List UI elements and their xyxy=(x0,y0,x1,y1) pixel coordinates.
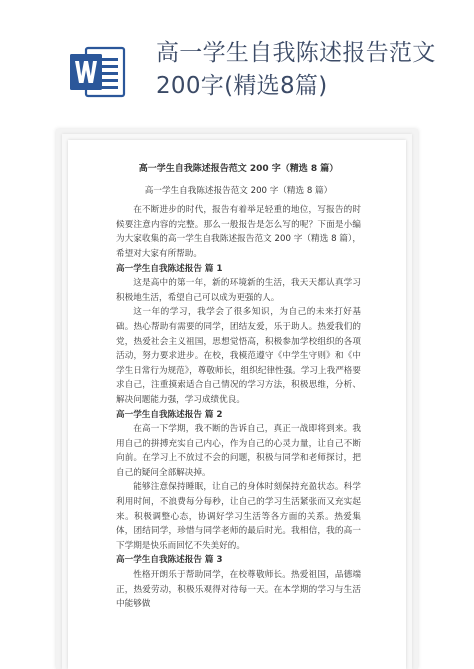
paragraph: 这一年的学习，我学会了很多知识，为自己的未来打好基础。热心帮助有需要的同学，团结友爱，乐于助人。热爱我们的党，热爱社会主义祖国，思想觉悟高，积极参加学校组织的各项活动，努力要求进步。在校，我模范遵守《中学生守则》和《中学生日常行为规范》，尊敬师长，组织纪律性强。学习上我严格要求自己，注重摸索适合自己情况的学习方法，积极思维，分析、解决问题能力强，学习成绩优良。 xyxy=(116,307,361,405)
document-header xyxy=(0,0,474,128)
intro-paragraph: 在不断进步的时代，报告有着举足轻重的地位，写报告的时候要注意内容的完整。那么一般报告是怎么写的呢？下面是小编为大家收集的高一学生自我陈述报告范文 200 字（精选 8 篇），希望对大家有所帮助。 xyxy=(116,205,361,259)
section-heading: 高一学生自我陈述报告 篇 2 xyxy=(116,409,223,420)
paragraph: 在高一下学期，我不断的告诉自己，真正一战即将到来。我用自己的拼搏充实自己内心，作为自己的心灵力量，让自己不断向前。在学习上不放过不会的问题，积极与同学和老师探讨，把自己的疑问全部解决掉。 xyxy=(116,424,361,478)
section-heading: 高一学生自我陈述报告 篇 3 xyxy=(116,555,223,566)
document-title: 高一学生自我陈述报告范文200字(精选8篇) xyxy=(156,40,436,99)
page-content xyxy=(116,162,361,612)
paragraph: 性格开朗乐于帮助同学，在校尊敬师长。热爱祖国，品德端正，热爱劳动，积极乐观得对待每一天。在本学期的学习与生活中能够做 xyxy=(116,570,361,610)
section-heading: 高一学生自我陈述报告 篇 1 xyxy=(116,263,223,274)
paragraph: 这是高中的第一年，新的环境新的生活，我天天都认真学习积极地生活，希望自己可以成为更强的人。 xyxy=(116,278,361,303)
page-subtitle: 高一学生自我陈述报告范文 200 字（精选 8 篇） xyxy=(144,185,333,196)
word-document-icon xyxy=(66,40,130,104)
page-title: 高一学生自我陈述报告范文 200 字（精选 8 篇） xyxy=(138,164,339,174)
document-page-preview xyxy=(68,140,406,669)
paragraph: 能够注意保持睡眠，让自己的身体时刻保持充盈状态。科学利用时间，不浪费每分每秒，让自己的学习生活紧张而又充实起来。积极调整心态，协调好学习生活等各方面的关系。热爱集体，团结同学，珍惜与同学老师的最后时光。我相信，我的高一下学期是快乐而回忆不失美好的。 xyxy=(116,482,361,551)
